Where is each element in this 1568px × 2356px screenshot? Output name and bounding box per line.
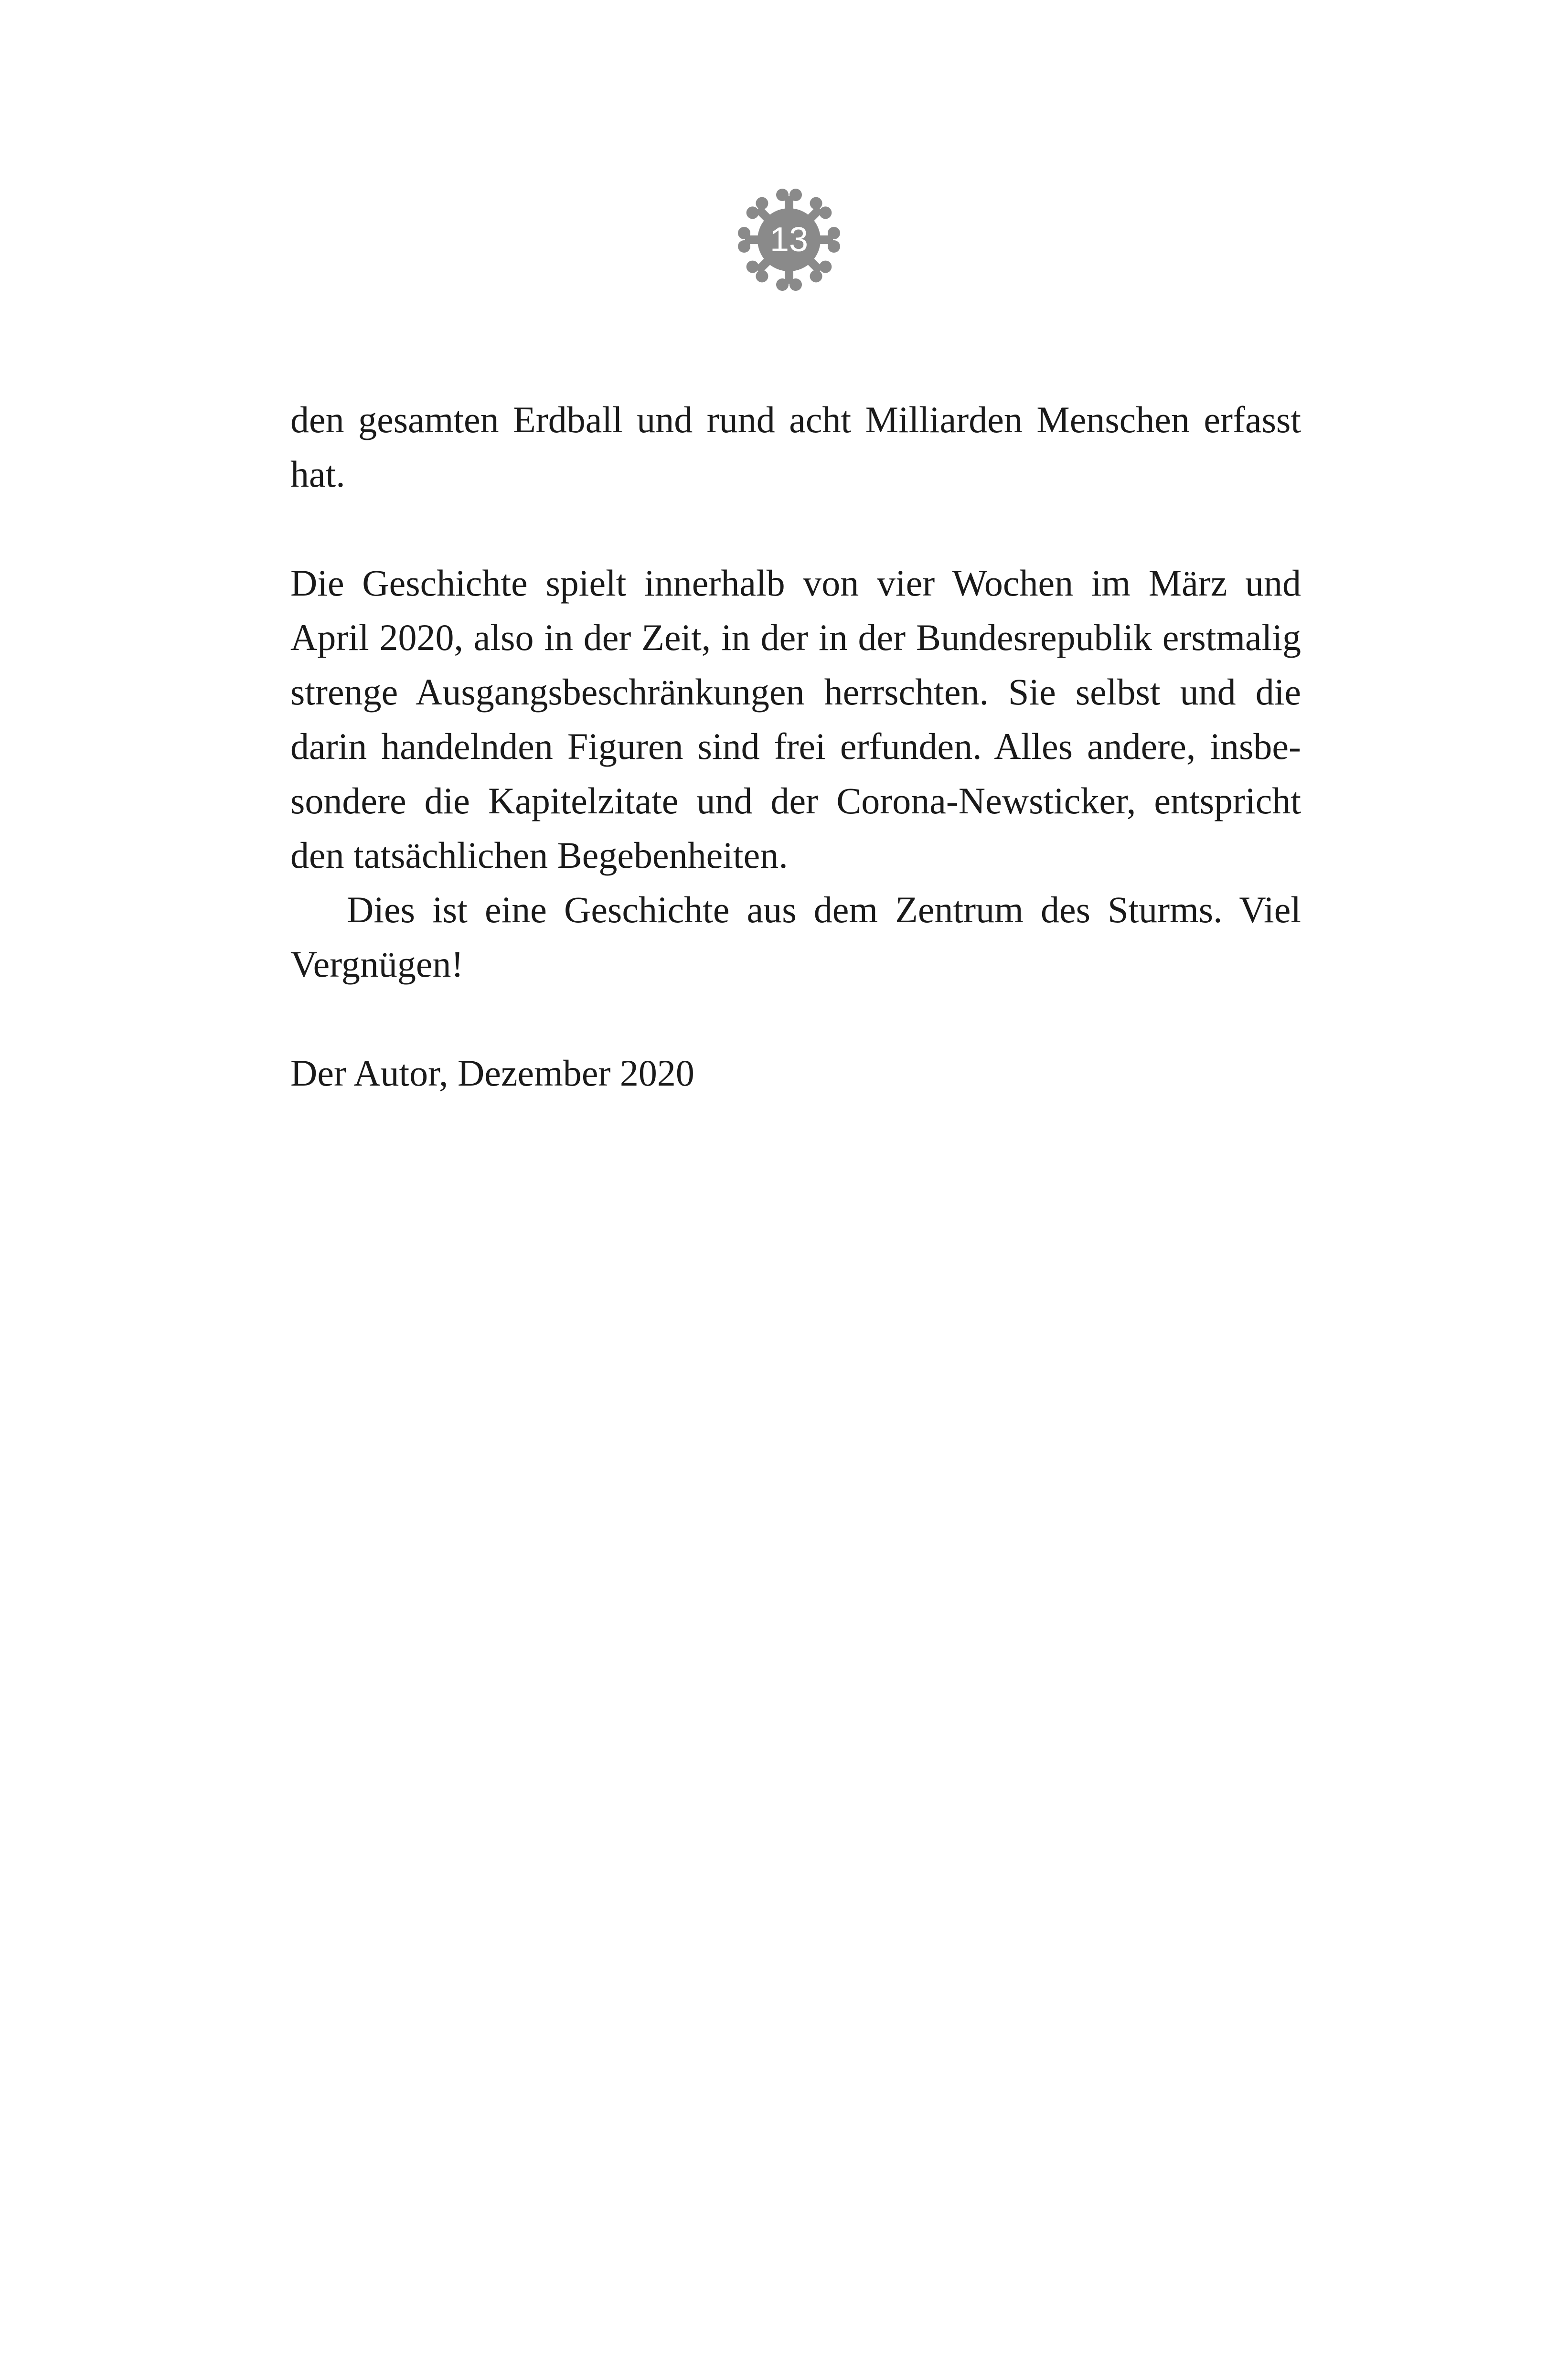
author-signature: Der Autor, Dezember 2020 (290, 1052, 694, 1094)
paragraph-story-setting: Die Geschichte spielt innerhalb von vier Wochen im März und April 2020, also in der Zeit, in der in der Bundesrepublik erstmalig strenge Ausgangsbeschränkungen herrschten. Sie selbst und die darin handelnden Figuren sind frei erfunden. Alles andere, insbesondere die Kapitelzitate und der Corona-Newsticker, entspricht den tatsächlichen Begebenheiten. (290, 562, 1301, 876)
page-number-badge (736, 187, 842, 292)
text-body (290, 393, 1301, 1100)
paragraph-closing: Dies ist eine Geschichte aus dem Zentrum des Sturms. Viel Vergnügen! (290, 889, 1301, 985)
page-number: 13 (769, 221, 809, 259)
paragraph-continuation: den gesamten Erdball und rund acht Milliarden Menschen erfasst hat. (290, 399, 1301, 495)
